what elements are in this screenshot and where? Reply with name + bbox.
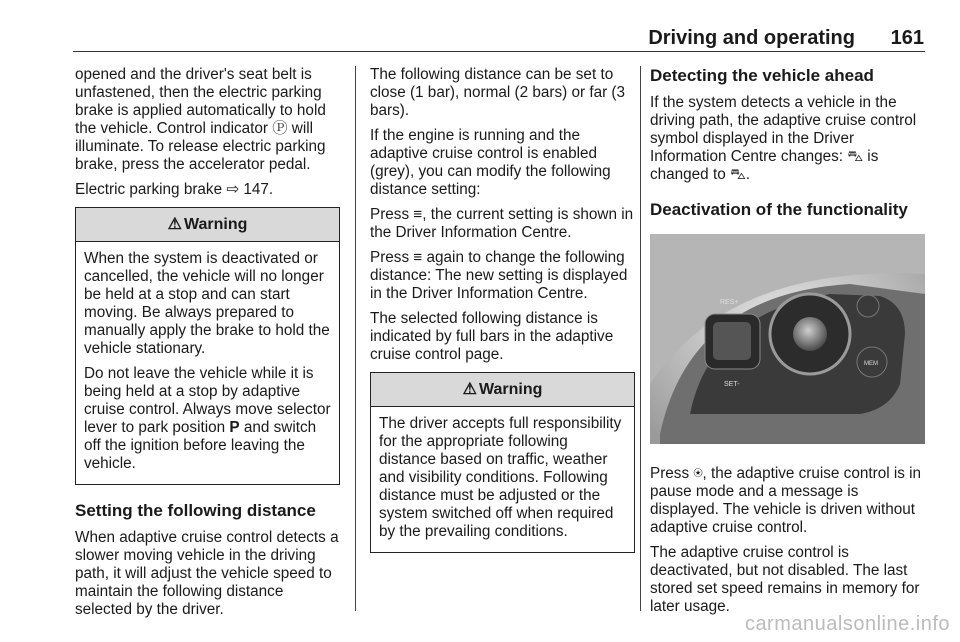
paragraph: If the engine is running and the adaptive cruise control is enabled (grey), you can modify the following distance setting: [370,127,611,198]
paragraph: Press ⍟, the adaptive cruise control is in pause mode and a message is displayed. The vehicle is driven without adaptive cruise control. [650,465,922,536]
warning-header [76,208,339,242]
paragraph: When adaptive cruise control detects a slower moving vehicle in the driving path, it will adjust the vehicle speed to maintain the following distance selected by the driver. [75,529,339,618]
page-number: 161 [890,27,924,49]
column-2 [370,66,635,567]
mem-label: MEM [864,361,878,367]
section-heading: Setting the following distance [75,501,316,520]
res-label: RES+ [720,299,739,306]
section-heading: Deactivation of the functionality [650,200,908,219]
warning-icon: ⚠ [167,216,182,233]
paragraph: The following distance can be set to close (1 bar), normal (2 bars) or far (3 bars). [370,66,626,119]
paragraph [84,365,331,473]
column-divider [640,66,641,611]
warning-icon: ⚠ [462,381,477,398]
column-3 [650,66,930,623]
text: Do not leave the vehicle while it is being held at a stop by adaptive cruise control. Always move selector lever to park position [84,365,331,436]
section-title: Driving and operating [648,27,855,49]
warning-title: Warning [183,216,248,233]
paragraph: When the system is deactivated or cancelled, the vehicle will no longer be held at a stop and can start moving. Be always prepared to manually apply the brake to hold the vehicle stationary. [84,250,330,357]
steering-wheel-photo [650,234,925,444]
header-rule [73,51,925,52]
warning-body [76,242,339,484]
warning-box [370,372,635,553]
warning-header [371,373,634,407]
paragraph: The adaptive cruise control is deactivated, but not disabled. The last stored set speed remains in memory for later usage. [650,544,920,615]
set-label: SET- [724,381,740,388]
warning-title: Warning [478,381,543,398]
paragraph: opened and the driver's seat belt is unfastened, then the electric parking brake is applied automatically to hold the vehicle. Control indicator Ⓟ will illuminate. To release electric parking brake, press the accelerator pedal. [75,66,326,173]
park-position-label: P [229,419,240,436]
paragraph: The driver accepts full responsibility for the appropriate following distance based on traffic, weather and visibility conditions. Following distance must be adjusted or the system switched off when required by the prevailing conditions. [379,415,622,540]
column-divider [355,66,356,611]
watermark: carmanualsonline.info [744,613,950,635]
text: and switch off the ignition before leaving the vehicle. [84,419,317,472]
paragraph: Press ≡ again to change the following distance: The new setting is displayed in the Driver Information Centre. [370,249,628,302]
paragraph: Electric parking brake ⇨ 147. [75,181,274,198]
warning-body [371,407,634,552]
warning-box [75,207,340,485]
paragraph: Press ≡, the current setting is shown in the Driver Information Centre. [370,206,634,241]
column-1 [75,66,340,626]
paragraph: If the system detects a vehicle in the driving path, the adaptive cruise control symbol displayed in the Driver Information Centre changes: ⛍ is changed to ⛍. [650,94,917,183]
paragraph: The selected following distance is indicated by full bars in the adaptive cruise control page. [370,310,614,363]
section-heading: Detecting the vehicle ahead [650,66,874,85]
